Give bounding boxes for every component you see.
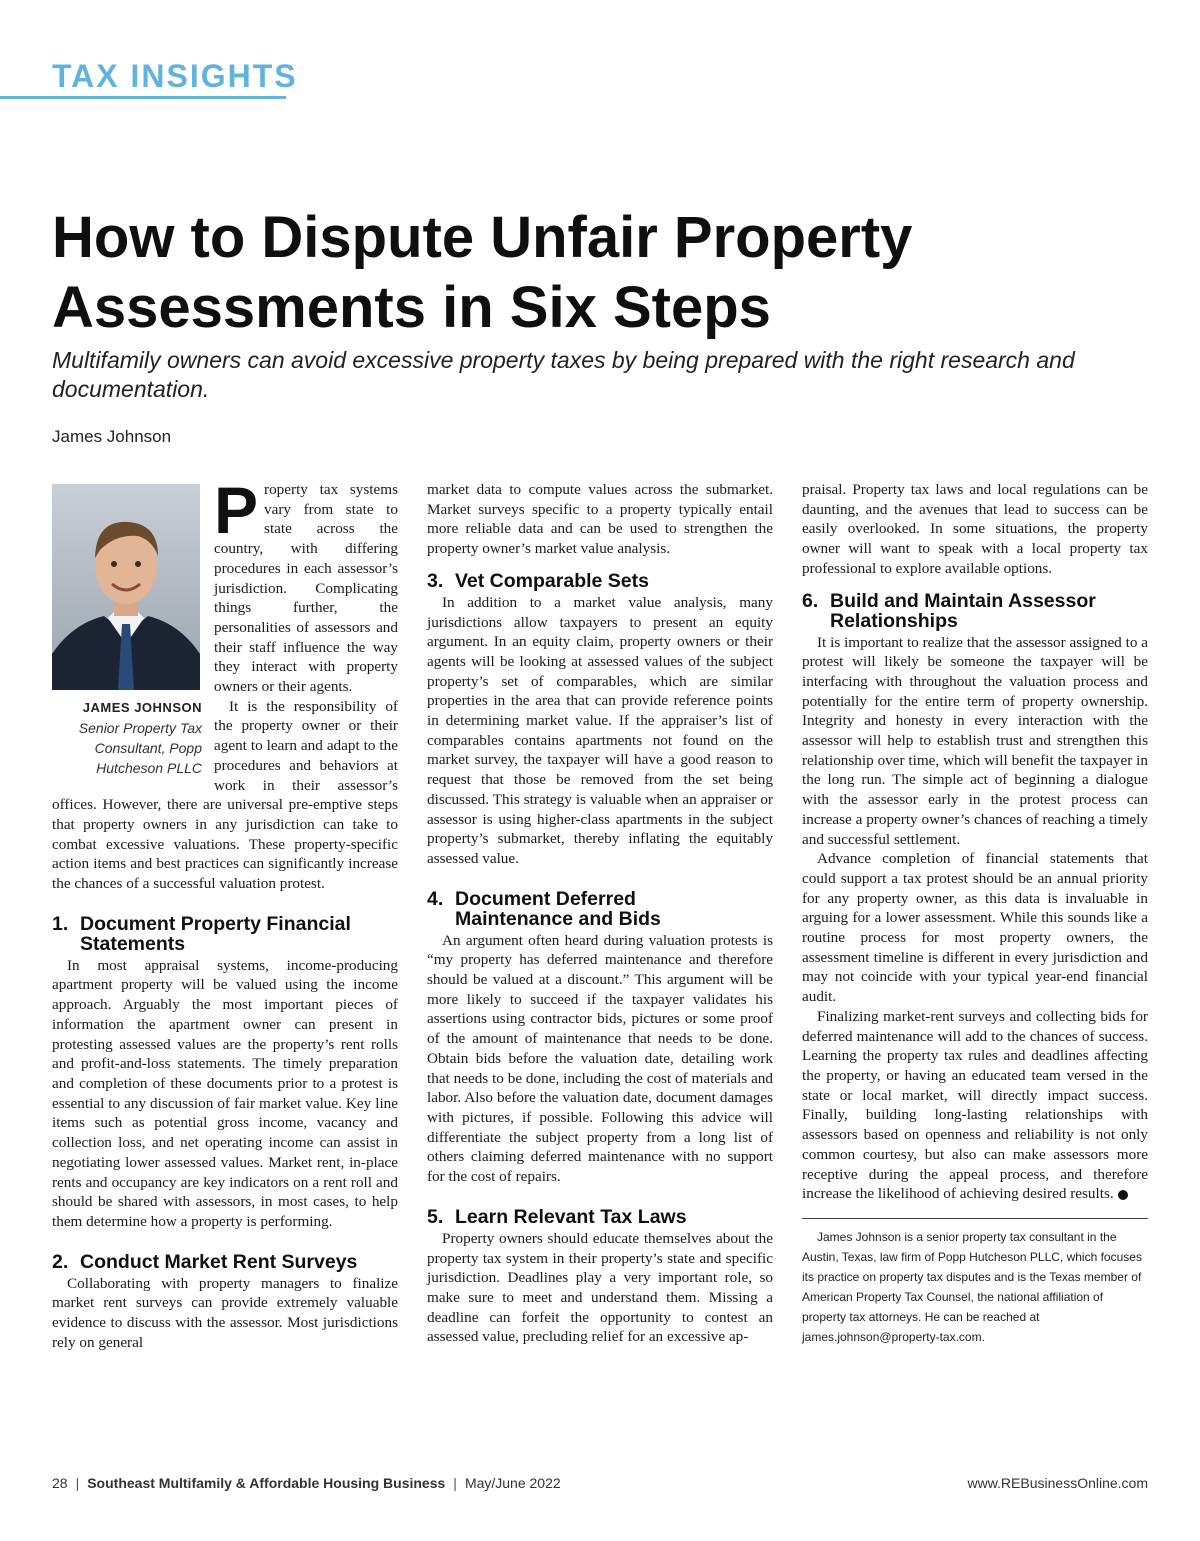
section-tag: TAX INSIGHTS <box>52 58 298 94</box>
drop-cap: P <box>214 473 259 547</box>
section-rule <box>0 96 286 99</box>
byline: James Johnson <box>52 427 172 446</box>
footer-separator: | <box>453 1475 457 1491</box>
author-title: Senior Property Tax Consultant, Popp Hutcheson PLLC <box>78 720 202 776</box>
step-2-heading <box>52 1252 398 1272</box>
step-5-paragraph: Property owners should educate themselves about the property tax system in their property’s state and specific jurisdiction. Deadlines play a very important role, so make sure to meet and understand them. Missing a deadline can forfeit the opportunity to contest an assessed value, precluding relief for an excessive ap- <box>427 1229 773 1346</box>
step-2-paragraph-cont: market data to compute values across the submarket. Market surveys specific to a property typically entail more reliable data and can be used to strengthen the property owner’s market value analysis. <box>427 481 773 558</box>
step-6-title-line-1: Build and Maintain Assessor <box>830 589 1096 612</box>
step-2-number: 2. <box>52 1250 69 1273</box>
column-3 <box>802 480 1148 1347</box>
step-6-paragraph-1: It is important to realize that the assessor assigned to a protest will likely be someone the taxpayer will be interfacing with throughout the valuation process and potentially for the entire term of property ownership. Integrity and honesty in every interaction with the assessor will help to establish trust and strengthen this relationship over time, which will benefit the taxpayer in the long run. The simple act of beginning a dialogue with the assessor early in the protest process can increase a property owner’s chances of reaching a timely and successful settlement. <box>802 633 1148 848</box>
step-5-heading <box>427 1207 773 1227</box>
step-6-text-3: Finalizing market-rent surveys and collecting bids for deferred maintenance will add to the chances of success. Learning the property tax rules and deadlines affecting the property, or having an educated team versed in the state or local market, will directly impact success. Finally, building long-lasting relationships with assessors based on openness and reliability is not only common courtesy, but also can make assessors more receptive during the appeal process, and therefore increase the likelihood of achieving desired results. <box>802 1007 1148 1203</box>
author-bio: James Johnson is a senior property tax consultant in the Austin, Texas, law firm of Popp Hutcheson PLLC, which focuses its practice on property tax disputes and is the Texas member of American Property Tax Counsel, the national affiliation of property tax attorneys. He can be reached at james.johnson@property-tax.com. <box>802 1229 1142 1344</box>
step-3-heading <box>427 571 773 591</box>
intro-text-1: roperty tax systems vary from state to state across the country, with differing procedures in each assessor’s jurisdiction. Complicating things further, the personalities of assessors and their staff influence the way they interact with property owners or their agents. <box>214 481 398 696</box>
author-box <box>52 484 202 778</box>
page-footer <box>52 1475 1148 1491</box>
step-1-title-line-2: Statements <box>80 932 186 955</box>
end-mark-icon <box>1118 1190 1128 1200</box>
column-1 <box>52 473 398 1352</box>
step-4-heading <box>427 889 773 929</box>
footer-separator: | <box>75 1475 80 1491</box>
step-5-paragraph-cont: praisal. Property tax laws and local regulations can be daunting, and the avenues that lead to success can be easily overlooked. In some situations, the property owner will want to speak with a local property tax professional to explore available options. <box>802 481 1148 577</box>
bio-divider <box>802 1218 1148 1219</box>
page-number: 28 <box>52 1475 68 1491</box>
step-1-title-line-1: Document Property Financial <box>80 912 351 935</box>
step-4-paragraph: An argument often heard during valuation protests is “my property has deferred maintenance and therefore should be valued at a discount.” This argument will be more likely to succeed if the taxpayer validates his assertions using contractor bids, pictures or some proof of the amount of maintenance that needs to be done. Obtain bids before the valuation date, detailing work that needs to be done, including the cost of materials and labor. Also before the valuation date, document damages with pictures, if possible. Following this advice will differentiate the subject property from a long list of others claiming deferred maintenance with no support for the cost of repairs. <box>427 931 773 1186</box>
step-4-title-line-1: Document Deferred <box>455 887 636 910</box>
publication-name: Southeast Multifamily & Affordable Housing Business <box>87 1475 446 1491</box>
author-name: JAMES JOHNSON <box>82 700 202 715</box>
headline-line-1: How to Dispute Unfair Property <box>52 205 913 270</box>
step-1-number: 1. <box>52 912 69 935</box>
step-6-heading <box>802 591 1148 631</box>
headline-line-2: Assessments in Six Steps <box>52 275 771 340</box>
step-2-paragraph: Collaborating with property managers to finalize market rent surveys can provide extremely valuable evidence to discuss with the assessor. Most jurisdictions rely on general <box>52 1274 398 1351</box>
step-1-paragraph: In most appraisal systems, income-producing apartment property will be valued using the income approach. Arguably the most important pieces of information the apartment owner can present in protesting assessed values are the property’s rent rolls and profit-and-loss statements. The timely preparation and completion of these documents prior to a protest is essential to any discussion of fair market value. Key line items such as potential gross income, vacancy and collection loss, and net operating income can assist in negotiating lower assessed values. Market rent, in-place rents and occupancy are key indicators on a rent roll and should be shared with assessors, in most cases, to help them determine how a property is performing. <box>52 956 398 1230</box>
step-4-number: 4. <box>427 887 444 910</box>
headline <box>52 203 1132 343</box>
step-6-number: 6. <box>802 589 819 612</box>
step-3-paragraph: In addition to a market value analysis, many jurisdictions allow taxpayers to present an equity argument. In an equity claim, property owners or their agents will be looking at assessed values of the subject property’s set of comparables, which are similar properties in the area that can provide reference points in determining market value. If the appraiser’s list of comparables contains apartments not found on the market survey, the taxpayer will have a good reason to request that those be removed from the set being discussed. This strategy is valuable when an appraiser or assessor is using higher-class apartments in the subject property’s submarket, thereby inflating the equitably assessed value. <box>427 593 773 867</box>
dek: Multifamily owners can avoid excessive property taxes by being prepared with the right research and documentation. <box>52 347 1075 402</box>
step-3-title: Vet Comparable Sets <box>455 569 649 592</box>
step-6-paragraph-3 <box>802 1007 1148 1204</box>
author-photo <box>52 484 200 690</box>
step-4-title-line-2: Maintenance and Bids <box>455 907 661 930</box>
step-1-heading <box>52 914 398 954</box>
step-2-title: Conduct Market Rent Surveys <box>80 1250 358 1273</box>
column-2 <box>427 480 773 1347</box>
website-link[interactable]: www.REBusinessOnline.com <box>967 1475 1148 1491</box>
intro-paragraph-2: It is the responsibility of the property owner or their agent to learn and adapt to the procedures and behaviors at work in their assessor’s offices. However, there are universal pre-emptive steps that property owners in any jurisdiction can take to combat excessive valuations. These property-specific action items and best practices can significantly increase the chances of a successful valuation protest. <box>52 697 398 893</box>
step-5-title: Learn Relevant Tax Laws <box>455 1205 687 1228</box>
step-6-title-line-2: Relationships <box>830 609 958 632</box>
step-3-number: 3. <box>427 569 444 592</box>
step-5-number: 5. <box>427 1205 444 1228</box>
issue-date: May/June 2022 <box>464 1475 561 1491</box>
step-6-paragraph-2: Advance completion of financial statements that could support a tax protest should be an annual priority for any property owner, as this data is invaluable in arguing for a lower assessment. While this sounds like a routine process for most property owners, the assessment timeline is different in every jurisdiction and may not coincide with your typical year-end financial audit. <box>802 850 1148 1006</box>
